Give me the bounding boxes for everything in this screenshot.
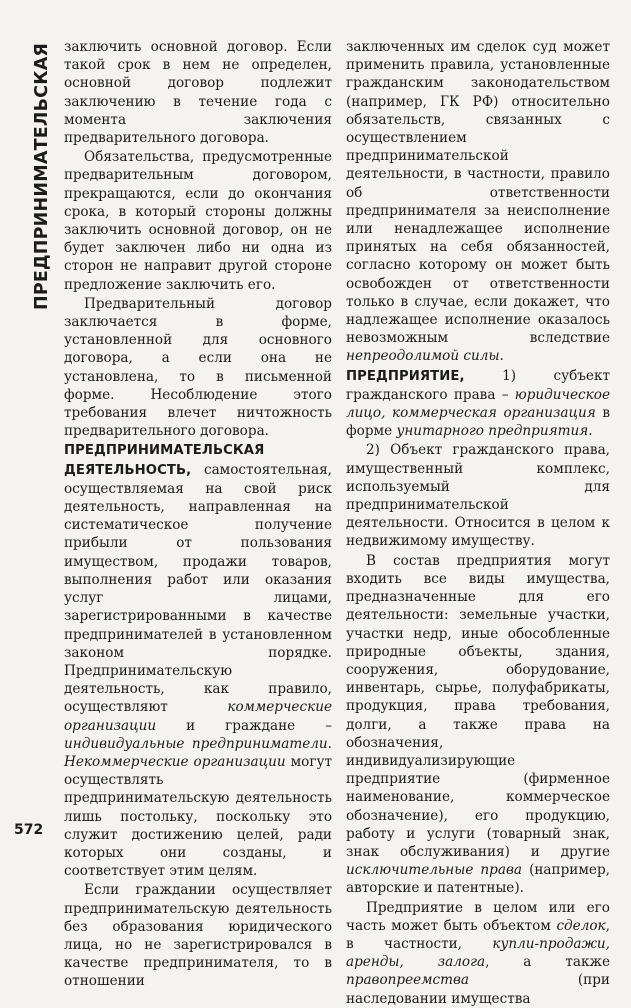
paragraph-text: заключенных им сделок суд может применить правила, установленные гражданским законодательством (например, ГК РФ) относительно обязательств, связанных с осуществлением предпринимательской деятельности, в частности, правило об ответственности предпринимателя за неисполнение или ненадлежащее исполнение принятых на себя обязанностей, согласно которому он может быть освобожден от ответственности только в случае, если докажет, что надлежащее исполнение оказалось невозможным вследствие <box>346 39 610 347</box>
entry-text: могут осуществлять предпринимательскую деятельность лишь постольку, поскольку это служит достижению целей, ради которых они созданы, и соответствует этим целям. <box>64 753 332 880</box>
paragraph-text: (например, авторские и патентные). <box>346 862 610 897</box>
cross-reference[interactable]: непреодолимой силы <box>346 348 500 365</box>
cross-reference[interactable]: унитарного предприятия <box>396 423 589 440</box>
cross-reference[interactable]: юридическое лицо, коммерческая организация <box>346 386 610 422</box>
right-column <box>346 38 610 1008</box>
cross-reference[interactable]: сделок <box>556 917 606 934</box>
page-number: 572 <box>14 822 44 838</box>
paragraph <box>346 38 610 366</box>
paragraph-text: , в частности, <box>346 917 610 952</box>
entry-text: 1) субъект гражданского права – <box>346 367 610 403</box>
paragraph-text: Предприятие в целом или его часть может быть объектом <box>346 899 610 934</box>
running-head-text: ПРЕДПРИНИМАТЕЛЬСКАЯ <box>32 42 52 310</box>
dictionary-entry <box>64 441 332 880</box>
cross-reference[interactable]: индивидуальные предприниматели <box>64 735 328 752</box>
entry-term: ПРЕДПРИЯТИЕ, <box>346 368 465 384</box>
left-column <box>64 38 332 991</box>
paragraph: Предварительный договор заключается в форме, установленной для основного договора, а если она не установлена, то в письменной форме. Несоблюдение этого требования влечет ничтожность предварительного договора. <box>64 295 332 440</box>
paragraph <box>346 899 610 1008</box>
paragraph: Если граждании осуществляет предпринимательскую деятельность без образования юридического лица, но не зарегистрировался в качестве предпринимателя, то в отношении <box>64 882 332 990</box>
cross-reference[interactable]: исключительные права <box>346 862 523 879</box>
running-head <box>28 36 54 596</box>
dictionary-entry <box>346 367 610 441</box>
cross-reference[interactable]: купли-продажи, аренды, залога <box>346 935 610 971</box>
entry-text: и граждане – <box>156 717 332 734</box>
cross-reference[interactable]: правопреемства <box>346 972 469 989</box>
paragraph-text: . <box>499 348 504 365</box>
entry-text: . <box>588 423 593 440</box>
paragraph: 2) Объект гражданского права, имущественный комплекс, используемый для предпринимательской деятельности. Относится в целом к недвижимому имуществу. <box>346 442 610 550</box>
cross-reference[interactable]: коммерческие организации <box>64 699 332 734</box>
paragraph-text: , а также <box>485 954 610 971</box>
entry-term: ПРЕДПРИНИМАТЕЛЬСКАЯ ДЕЯТЕЛЬНОСТЬ, <box>64 443 265 478</box>
entry-text: в форме <box>346 405 610 440</box>
paragraph <box>346 552 610 898</box>
entry-text: . <box>327 735 332 752</box>
paragraph-text: (при наследовании имущества <box>346 972 610 1007</box>
paragraph: Обязательства, предусмотренные предварительным договором, прекращаются, если до окончания срока, в который стороны должны заключить основной договор, он не будет заключен либо ни одна из сторон не направит другой стороне предложение заключить его. <box>64 149 332 293</box>
paragraph: заключить основной договор. Если такой срок в нем не определен, основной договор подлежит заключению в течение года с момента заключения предварительного договора. <box>64 39 332 147</box>
paragraph-text: В состав предприятия могут входить все виды имущества, предназначенные для его деятельности: земельные участки, участки недр, иные обособленные природные объекты, здания, сооружения, оборудование, инвентарь, сырье, полуфабрикаты, продукция, права требования, долги, а также права на обозначения, индивидуализирующие предприятие (фирменное наименование, коммерческое обозначение), его продукцию, работу и услуги (товарный знак, знак обслуживания) и другие <box>346 552 610 860</box>
cross-reference[interactable]: Некоммерческие организации <box>64 753 286 770</box>
entry-text: самостоятельная, осуществляемая на свой риск деятельность, направленная на систематическое получение прибыли от пользования имуществом, продажи товаров, выполнения работ или оказания услуг лицами, зарегистрированными в качестве предпринимателей в установленном законом порядке. Предпринимательскую деятельность, как правило, осуществляют <box>64 461 332 716</box>
